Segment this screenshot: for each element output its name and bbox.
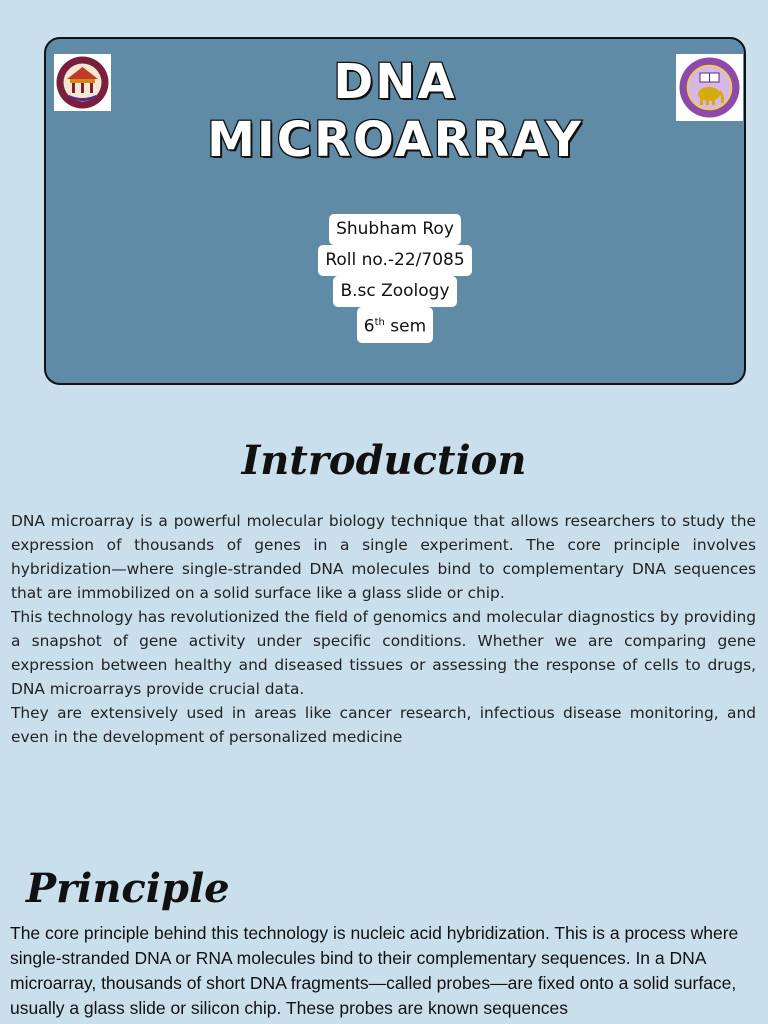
title-line-1: DNA (333, 54, 457, 110)
principle-body: The core principle behind this technology is nucleic acid hybridization. This is a process where single-stranded DNA or RNA molecules bind to their complementary sequences. In a DNA microarray, thousands of short DNA fragments—called probes—are fixed onto a solid surface, usually a glass slide or silicon chip. These probes are known sequences (10, 923, 739, 1018)
semester-word: sem (390, 316, 427, 337)
course-name: B.sc Zoology (333, 276, 456, 307)
introduction-heading: Introduction (241, 437, 527, 484)
student-name: Shubham Roy (329, 214, 461, 245)
intro-paragraph: This technology has revolutionized the field of genomics and molecular diagnostics by providing a snapshot of gene activity under specific conditions. Whether we are comparing gene expression between healthy and diseased tissues or assessing the response of cells to drugs, DNA microarrays provide crucial data. (11, 608, 756, 698)
page-title (46, 53, 744, 169)
roll-number: Roll no.-22/7085 (318, 245, 471, 276)
principle-heading: Principle (26, 865, 230, 912)
introduction-body (11, 509, 756, 749)
semester-number: 6 (363, 316, 375, 337)
intro-paragraph: DNA microarray is a powerful molecular biology technique that allows researchers to study the expression of thousands of genes in a single experiment. The core principle involves hybridization—where single-stranded DNA molecules bind to complementary DNA sequences that are immobilized on a solid surface like a glass slide or chip. (11, 512, 756, 602)
title-line-2: MICROARRAY (207, 112, 583, 168)
semester (357, 307, 433, 343)
intro-paragraph: They are extensively used in areas like cancer research, infectious disease monitoring, and even in the development of personalized medicine (11, 704, 756, 746)
student-info (46, 214, 744, 343)
title-card (44, 37, 746, 385)
semester-suffix: th (374, 317, 385, 328)
